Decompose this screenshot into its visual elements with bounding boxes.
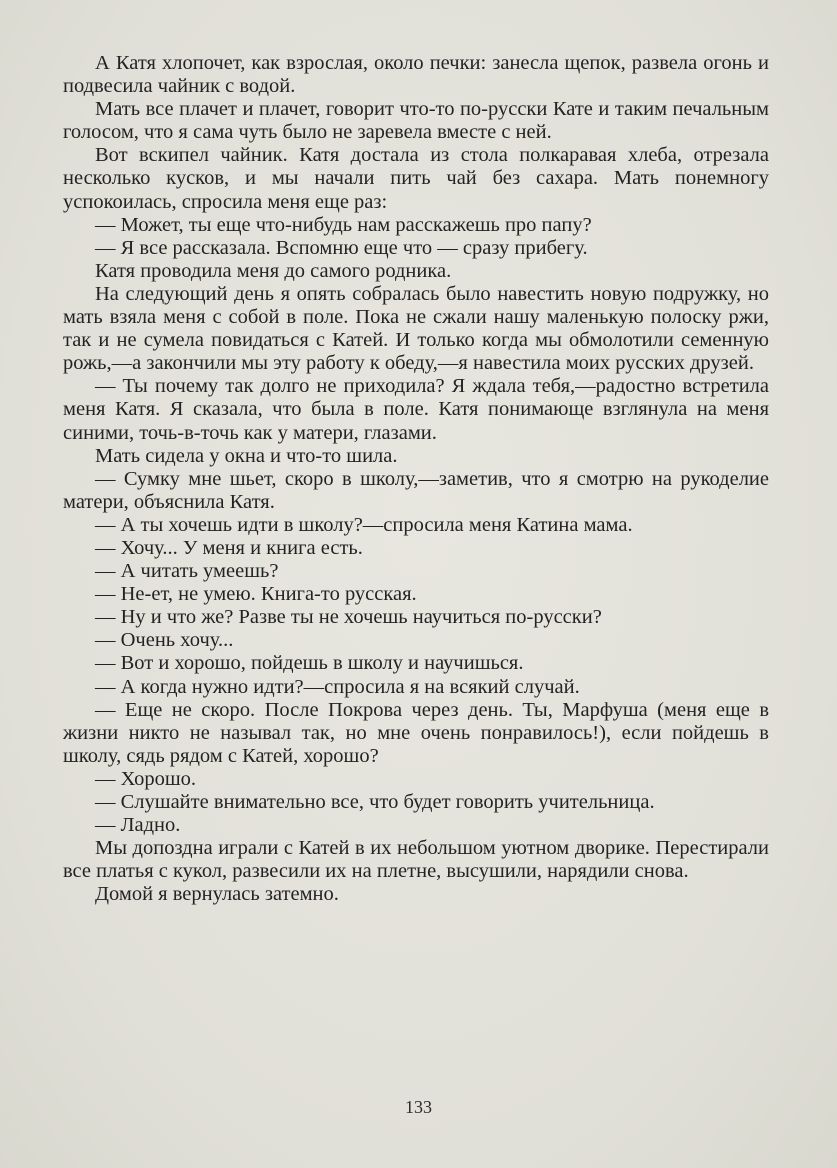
body-text: [63, 52, 769, 906]
dialogue-line: — Еще не скоро. После Покрова через день. Ты, Марфуша (меня еще в жизни никто не называл так, но мне очень понравилось!), если пойдешь в школу, сядь рядом с Катей, хорошо?: [63, 698, 769, 767]
dialogue-line: — Ты почему так долго не приходила? Я ждала тебя,—радостно встретила меня Катя. Я сказала, что была в поле. Катя понимающе взглянула на меня синими, точь-в-точь как у матери, глазами.: [63, 375, 769, 444]
dialogue-line: — Не-ет, не умею. Книга-то русская.: [95, 583, 417, 606]
paragraph: Мы допоздна играли с Катей в их небольшом уютном дворике. Перестирали все платья с кукол, развесили их на плетне, высушили, нарядили снова.: [63, 837, 769, 883]
paragraph: Домой я вернулась затемно.: [95, 883, 339, 906]
dialogue-line: — А ты хочешь идти в школу?—спросила меня Катина мама.: [95, 513, 633, 536]
dialogue-line: — Хорошо.: [95, 767, 197, 790]
dialogue-line: — Хочу... У меня и книга есть.: [95, 536, 363, 559]
paragraph: На следующий день я опять собралась было навестить новую подружку, но мать взяла меня с собой в поле. Пока не сжали нашу маленькую полоску ржи, так и не сумела повидаться с Катей. И только когда мы обмолотили семенную рожь,—а закончили мы эту работу к обеду,—я навестила моих русских друзей.: [63, 282, 769, 375]
dialogue-line: — А когда нужно идти?—спросила я на всякий случай.: [95, 675, 580, 698]
dialogue-line: — Очень хочу...: [95, 629, 234, 652]
dialogue-line: — Слушайте внимательно все, что будет говорить учительница.: [95, 791, 655, 813]
dialogue-line: — Вот и хорошо, пойдешь в школу и научишься.: [95, 652, 524, 675]
dialogue-line: — Ладно.: [95, 814, 181, 837]
paragraph: Вот вскипел чайник. Катя достала из стола полкаравая хлеба, отрезала несколько кусков, и мы начали пить чай без сахара. Мать понемногу успокоилась, спросила меня еще раз:: [63, 144, 769, 213]
paragraph: А Катя хлопочет, как взрослая, около печки: занесла щепок, развела огонь и подвесила чайник с водой.: [63, 52, 769, 98]
paragraph: Мать сидела у окна и что-то шила.: [95, 444, 398, 467]
dialogue-line: — Ну и что же? Разве ты не хочешь научиться по-русски?: [95, 606, 602, 629]
dialogue-line: — Может, ты еще что-нибудь нам расскажешь про папу?: [95, 213, 592, 236]
page-number: 133: [405, 1097, 432, 1117]
paragraph: Мать все плачет и плачет, говорит что-то по-русски Кате и таким печальным голосом, что я сама чуть было не заревела вместе с ней.: [63, 98, 769, 144]
dialogue-line: — Сумку мне шьет, скоро в школу,—заметив, что я смотрю на рукоделие матери, объяснила Катя.: [63, 467, 769, 513]
paragraph: Катя проводила меня до самого родника.: [95, 259, 452, 282]
dialogue-line: — А читать умеешь?: [95, 560, 279, 583]
dialogue-line: — Я все рассказала. Вспомню еще что — сразу прибегу.: [95, 236, 588, 259]
